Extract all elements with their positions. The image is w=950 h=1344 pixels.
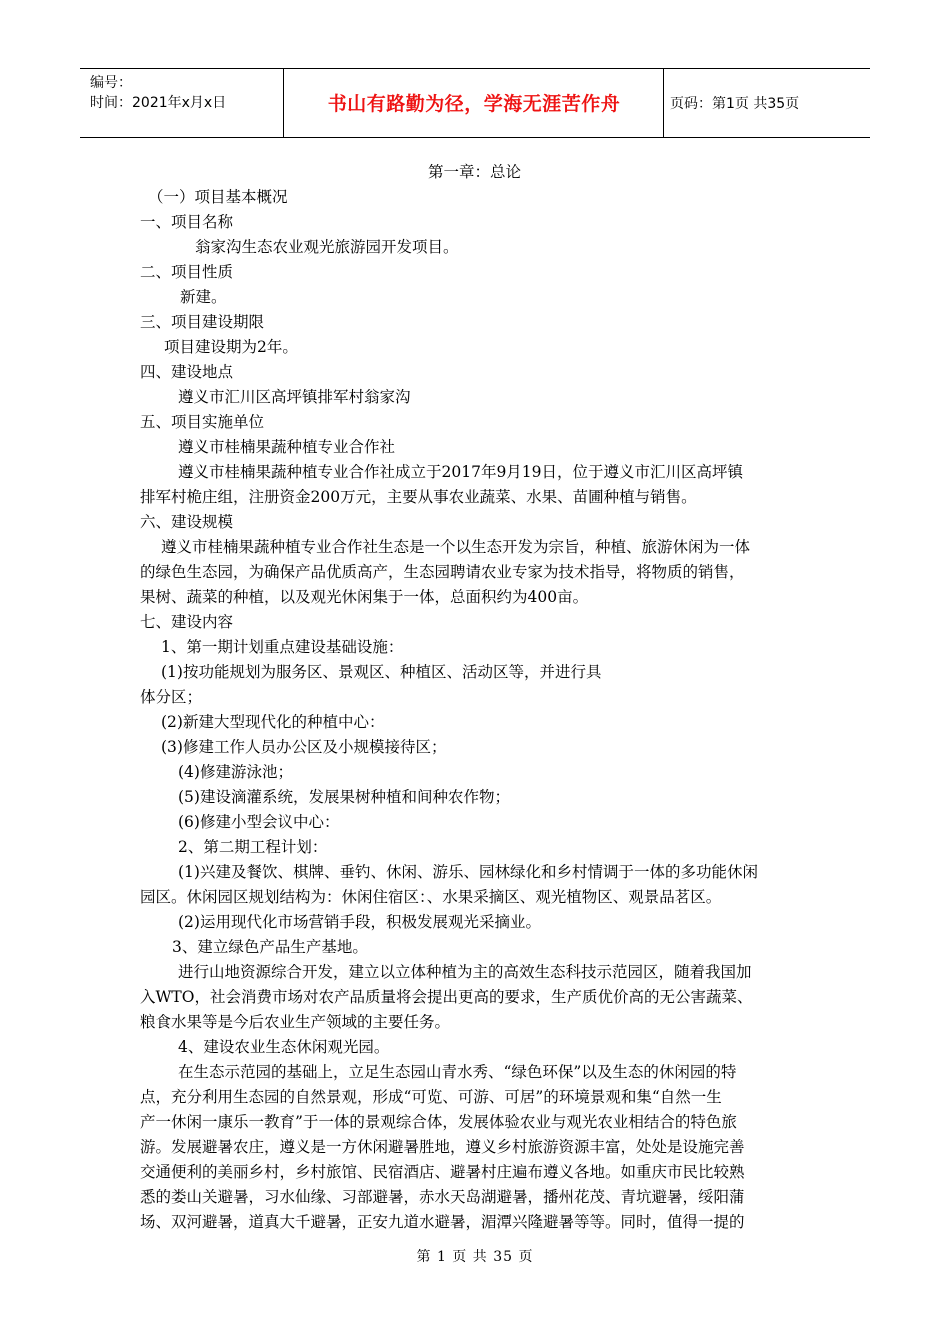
- list-item: 2、第二期工程计划：: [178, 838, 328, 856]
- chapter-title: 第一章：总论: [428, 163, 522, 181]
- paragraph-line: 在生态示范园的基础上，立足生态园山青水秀、“绿色环保”以及生态的休闲园的特: [178, 1063, 737, 1081]
- list-item: (2)新建大型现代化的种植中心：: [161, 713, 385, 731]
- paragraph-line: 场、双河避暑，道真大千避暑，正安九道水避暑，湄潭兴隆避暑等等。同时，值得一提的: [140, 1213, 745, 1231]
- paragraph-line: 入WTO，社会消费市场对农产品质量将会提出更高的要求，生产质优价高的无公害蔬菜、: [140, 988, 753, 1006]
- page-header: [80, 68, 870, 138]
- header-meta: [90, 73, 226, 113]
- paragraph-line: 遵义市汇川区高坪镇排军村翁家沟: [178, 388, 411, 406]
- header-motto: 书山有路勤为径，学海无涯苦作舟: [327, 93, 621, 115]
- paragraph-line: 的绿色生态园，为确保产品优质高产，生态园聘请农业专家为技术指导，将物质的销售，: [140, 563, 745, 581]
- list-item: 园区。休闲园区规划结构为：休闲住宿区：、水果采摘区、观光植物区、观景品茗区。: [140, 888, 722, 906]
- list-item: (1)按功能规划为服务区、景观区、种植区、活动区等，并进行具: [161, 663, 602, 681]
- list-item: 体分区；: [140, 688, 203, 706]
- paragraph-segment: 游。发展避暑农庄，: [140, 1138, 280, 1156]
- paragraph-line: 排军村桅庄组，注册资金200万元，主要从事农业蔬菜、水果、苗圃种植与销售。: [140, 488, 697, 506]
- list-item: (5)建设滴灌系统，发展果树种植和间种农作物；: [178, 788, 510, 806]
- item-heading: 七、建设内容: [140, 613, 234, 631]
- list-item: (4)修建游泳池；: [178, 763, 293, 781]
- paragraph-line: 新建。: [180, 288, 227, 306]
- code-label: 编号：: [90, 75, 132, 91]
- item-heading: 五、项目实施单位: [140, 413, 265, 431]
- paragraph-line: 粮食水果等是今后农业生产领域的主要任务。: [140, 1013, 451, 1031]
- paragraph-line: 产一休闲一康乐一教育”于一体的景观综合体，发展体验农业与观光农业相结合的特色旅: [140, 1113, 737, 1131]
- list-item: 1、第一期计划重点建设基础设施：: [161, 638, 404, 656]
- page-footer: 第 1 页 共 35 页: [416, 1249, 534, 1265]
- item-heading: 四、建设地点: [140, 363, 234, 381]
- list-item: (3)修建工作人员办公区及小规模接待区；: [161, 738, 447, 756]
- list-item: (2)运用现代化市场营销手段，积极发展观光采摘业。: [178, 913, 541, 931]
- paragraph-line: 点，充分利用生态园的自然景观，形成“可览、可游、可居”的环境景观和集“自然一生: [140, 1088, 722, 1106]
- paragraph-line: 交通便利的美丽乡村，乡村旅馆、民宿酒店、避暑村庄遍布遵义各地。如重庆市民比较熟: [140, 1163, 745, 1181]
- item-heading: 三、项目建设期限: [140, 313, 265, 331]
- paragraph-line: [140, 1137, 745, 1157]
- paragraph-line: 进行山地资源综合开发，建立以立体种植为主的高效生态科技示范园区，随着我国加: [178, 963, 752, 981]
- header-divider: [283, 69, 284, 137]
- paragraph-line: 遵义市桂楠果蔬种植专业合作社生态是一个以生态开发为宗旨，种植、旅游休闲为一体: [161, 538, 751, 556]
- paragraph-segment: 遵义是一方休闲避暑胜地，遵义乡村旅游资源丰富，处处是设施完善: [279, 1138, 745, 1156]
- paragraph-line: 翁家沟生态农业观光旅游园开发项目。: [195, 238, 459, 256]
- item-heading: 二、项目性质: [140, 263, 234, 281]
- list-item: 4、建设农业生态休闲观光园。: [178, 1038, 390, 1056]
- time-label: 时间：2021年x月x日: [90, 95, 227, 111]
- paragraph-line: 果树、蔬菜的种植，以及观光休闲集于一体，总面积约为400亩。: [140, 588, 589, 606]
- paragraph-line: 遵义市桂楠果蔬种植专业合作社成立于2017年9月19日，位于遵义市汇川区高坪镇: [178, 463, 744, 481]
- section-heading: （一）项目基本概况: [148, 188, 288, 206]
- header-divider: [663, 69, 664, 137]
- paragraph-line: 悉的娄山关避暑，习水仙缘、习部避暑，赤水天岛湖避暑，播州花茂、青坑避暑，绥阳蒲: [140, 1188, 745, 1206]
- paragraph-line: 遵义市桂楠果蔬种植专业合作社: [178, 438, 396, 456]
- header-page-info: 页码：第1页 共35页: [670, 96, 800, 112]
- list-item: 3、建立绿色产品生产基地。: [172, 938, 368, 956]
- paragraph-line: 项目建设期为2年。: [164, 338, 298, 356]
- list-item: (1)兴建及餐饮、棋牌、垂钓、休闲、游乐、园林绿化和乡村情调于一体的多功能休闲: [178, 863, 758, 881]
- item-heading: 一、项目名称: [140, 213, 234, 231]
- list-item: (6)修建小型会议中心：: [178, 813, 340, 831]
- item-heading: 六、建设规模: [140, 513, 234, 531]
